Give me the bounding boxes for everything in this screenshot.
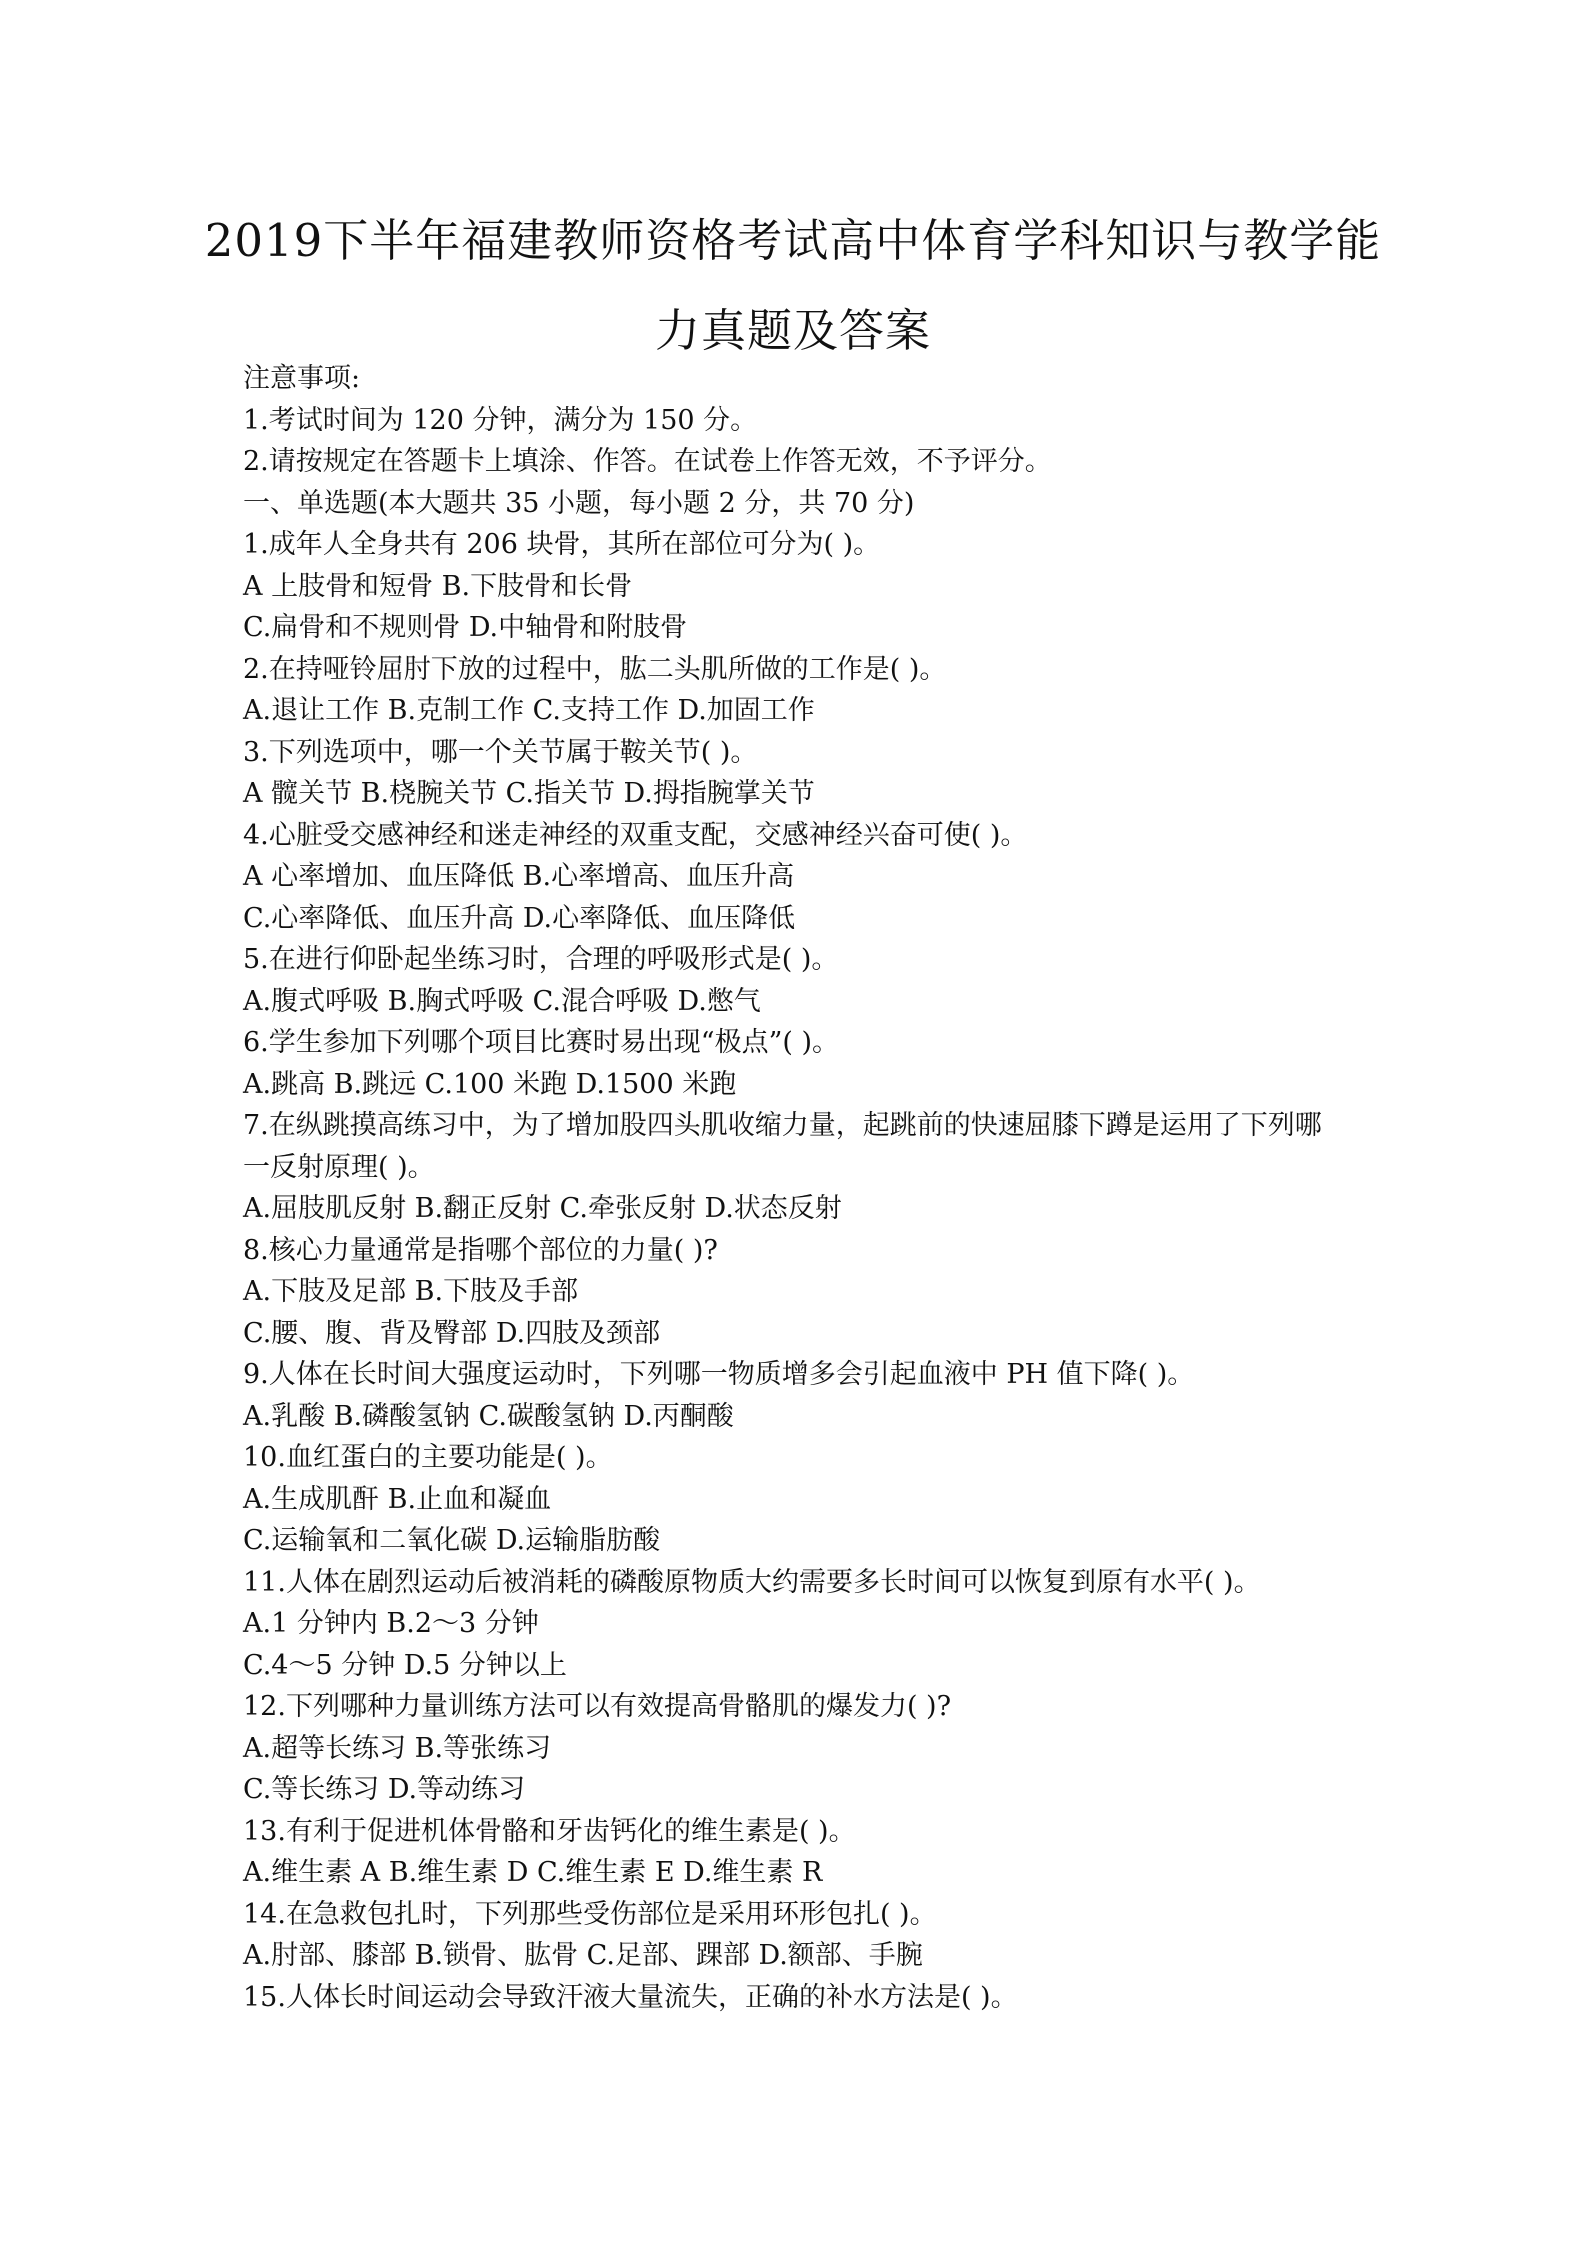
text-line: 1.考试时间为 120 分钟，满分为 150 分。: [243, 404, 758, 436]
text-line: A.屈肢肌反射 B.翻正反射 C.牵张反射 D.状态反射: [243, 1193, 842, 1224]
text-line: 10.血红蛋白的主要功能是( )。: [243, 1442, 613, 1473]
text-line: A.跳高 B.跳远 C.100 米跑 D.1500 米跑: [243, 1068, 737, 1100]
text-line: 13.有利于促进机体骨骼和牙齿钙化的维生素是( )。: [243, 1815, 856, 1847]
text-line: 8.核心力量通常是指哪个部位的力量( )?: [243, 1234, 718, 1266]
text-line: 4.心脏受交感神经和迷走神经的双重支配，交感神经兴奋可使( )。: [243, 819, 1028, 851]
text-line: C.4～5 分钟 D.5 分钟以上: [243, 1649, 567, 1681]
text-line: A.退让工作 B.克制工作 C.支持工作 D.加固工作: [243, 695, 815, 726]
text-line: C.心率降低、血压升高 D.心率降低、血压降低: [243, 902, 796, 934]
text-line: 5.在进行仰卧起坐练习时，合理的呼吸形式是( )。: [243, 944, 839, 975]
document-title: [150, 196, 1436, 376]
text-line: C.扁骨和不规则骨 D.中轴骨和附肢骨: [243, 612, 688, 643]
text-line: A.腹式呼吸 B.胸式呼吸 C.混合呼吸 D.憋气: [243, 985, 761, 1017]
text-line: 14.在急救包扎时，下列那些受伤部位是采用环形包扎( )。: [243, 1898, 937, 1930]
text-line: C.等长练习 D.等动练习: [243, 1774, 526, 1805]
text-line: 1.成年人全身共有 206 块骨，其所在部位可分为( )。: [243, 529, 881, 560]
text-line: 7.在纵跳摸高练习中，为了增加股四头肌收缩力量，起跳前的快速屈膝下蹲是运用了下列哪: [243, 1110, 1322, 1141]
text-line: A 髋关节 B.桡腕关节 C.指关节 D.拇指腕掌关节: [243, 778, 815, 809]
text-line: 一、单选题(本大题共 35 小题，每小题 2 分，共 70 分): [243, 487, 915, 519]
title-line-2: 力真题及答案: [654, 304, 931, 357]
text-line: 注意事项:: [243, 363, 361, 394]
text-line: A.1 分钟内 B.2～3 分钟: [243, 1608, 539, 1639]
text-line: 12.下列哪种力量训练方法可以有效提高骨骼肌的爆发力( )?: [243, 1691, 952, 1722]
text-line: 6.学生参加下列哪个项目比赛时易出现“极点”( )。: [243, 1027, 840, 1058]
text-line: A 心率增加、血压降低 B.心率增高、血压升高: [243, 861, 795, 892]
text-line: A.维生素 A B.维生素 D C.维生素 E D.维生素 R: [243, 1857, 823, 1888]
text-line: A 上肢骨和短骨 B.下肢骨和长骨: [243, 570, 633, 602]
text-line: 9.人体在长时间大强度运动时，下列哪一物质增多会引起血液中 PH 值下降( )。: [243, 1359, 1195, 1390]
text-line: A.肘部、膝部 B.锁骨、肱骨 C.足部、踝部 D.额部、手腕: [243, 1940, 923, 1971]
text-line: 一反射原理( )。: [243, 1151, 435, 1183]
text-line: 2.请按规定在答题卡上填涂、作答。在试卷上作答无效，不予评分。: [243, 446, 1052, 477]
text-line: 2.在持哑铃屈肘下放的过程中，肱二头肌所做的工作是( )。: [243, 653, 947, 685]
text-line: C.运输氧和二氧化碳 D.运输脂肪酸: [243, 1525, 661, 1556]
text-line: C.腰、腹、背及臀部 D.四肢及颈部: [243, 1317, 661, 1349]
text-line: A.生成肌酐 B.止血和凝血: [243, 1483, 552, 1515]
text-line: 3.下列选项中，哪一个关节属于鞍关节( )。: [243, 736, 758, 768]
text-line: 11.人体在剧烈运动后被消耗的磷酸原物质大约需要多长时间可以恢复到原有水平( )。: [243, 1566, 1261, 1598]
text-line: A.下肢及足部 B.下肢及手部: [243, 1276, 579, 1307]
document-body: [243, 358, 1363, 2018]
title-line-1: 2019下半年福建教师资格考试高中体育学科知识与教学能: [204, 214, 1382, 267]
text-line: A.乳酸 B.磷酸氢钠 C.碳酸氢钠 D.丙酮酸: [243, 1400, 734, 1432]
text-line: A.超等长练习 B.等张练习: [243, 1732, 552, 1764]
text-line: 15.人体长时间运动会导致汗液大量流失，正确的补水方法是( )。: [243, 1981, 1018, 2013]
